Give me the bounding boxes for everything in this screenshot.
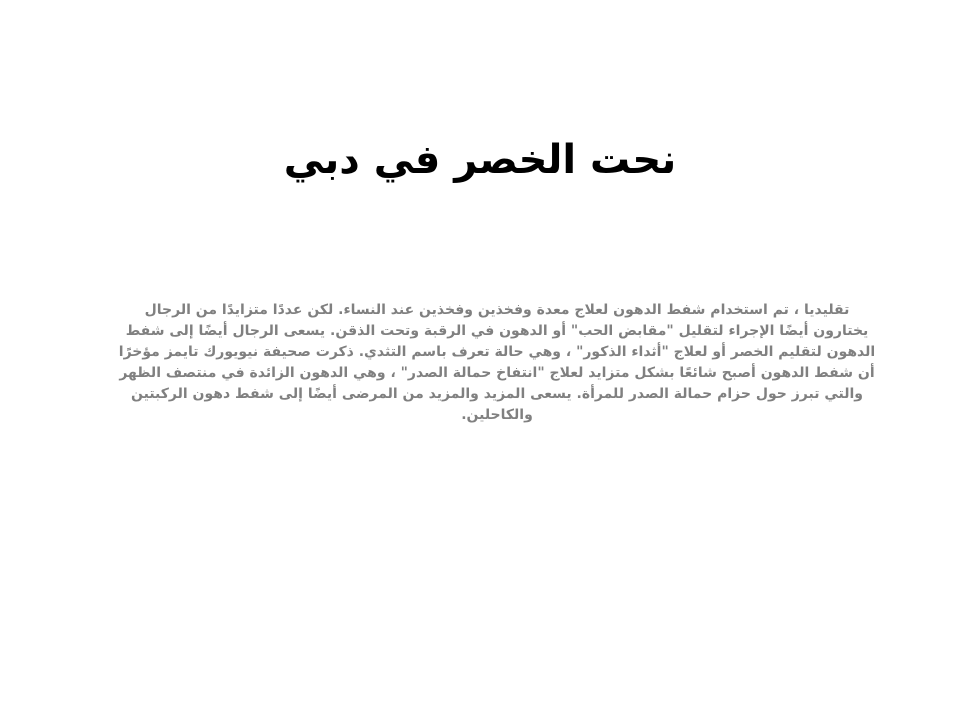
- slide-body-text: تقليديا ، تم استخدام شفط الدهون لعلاج معدة وفخذين وفخذين عند النساء. لكن عددًا متزايدًا من الرجال يختارون أيضًا الإجراء لتقليل "مقابض الحب" أو الدهون في الرقبة وتحت الذقن. يسعى الرجال أيضًا إلى شفط الدهون لتقليم الخصر أو لعلاج "أثداء الذكور" ، وهي حالة تعرف باسم التثدي. ذكرت صحيفة نيويورك تايمز مؤخرًا أن شفط الدهون أصبح شائعًا بشكل متزايد لعلاج "انتفاخ حمالة الصدر" ، وهي الدهون الزائدة في منتصف الظهر والتي تبرز حول حزام حمالة الصدر للمرأة. يسعى المزيد والمزيد من المرضى أيضًا إلى شفط دهون الركبتين والكاحلين.: [118, 302, 876, 423]
- slide-title: نحت الخصر في دبي: [283, 137, 677, 183]
